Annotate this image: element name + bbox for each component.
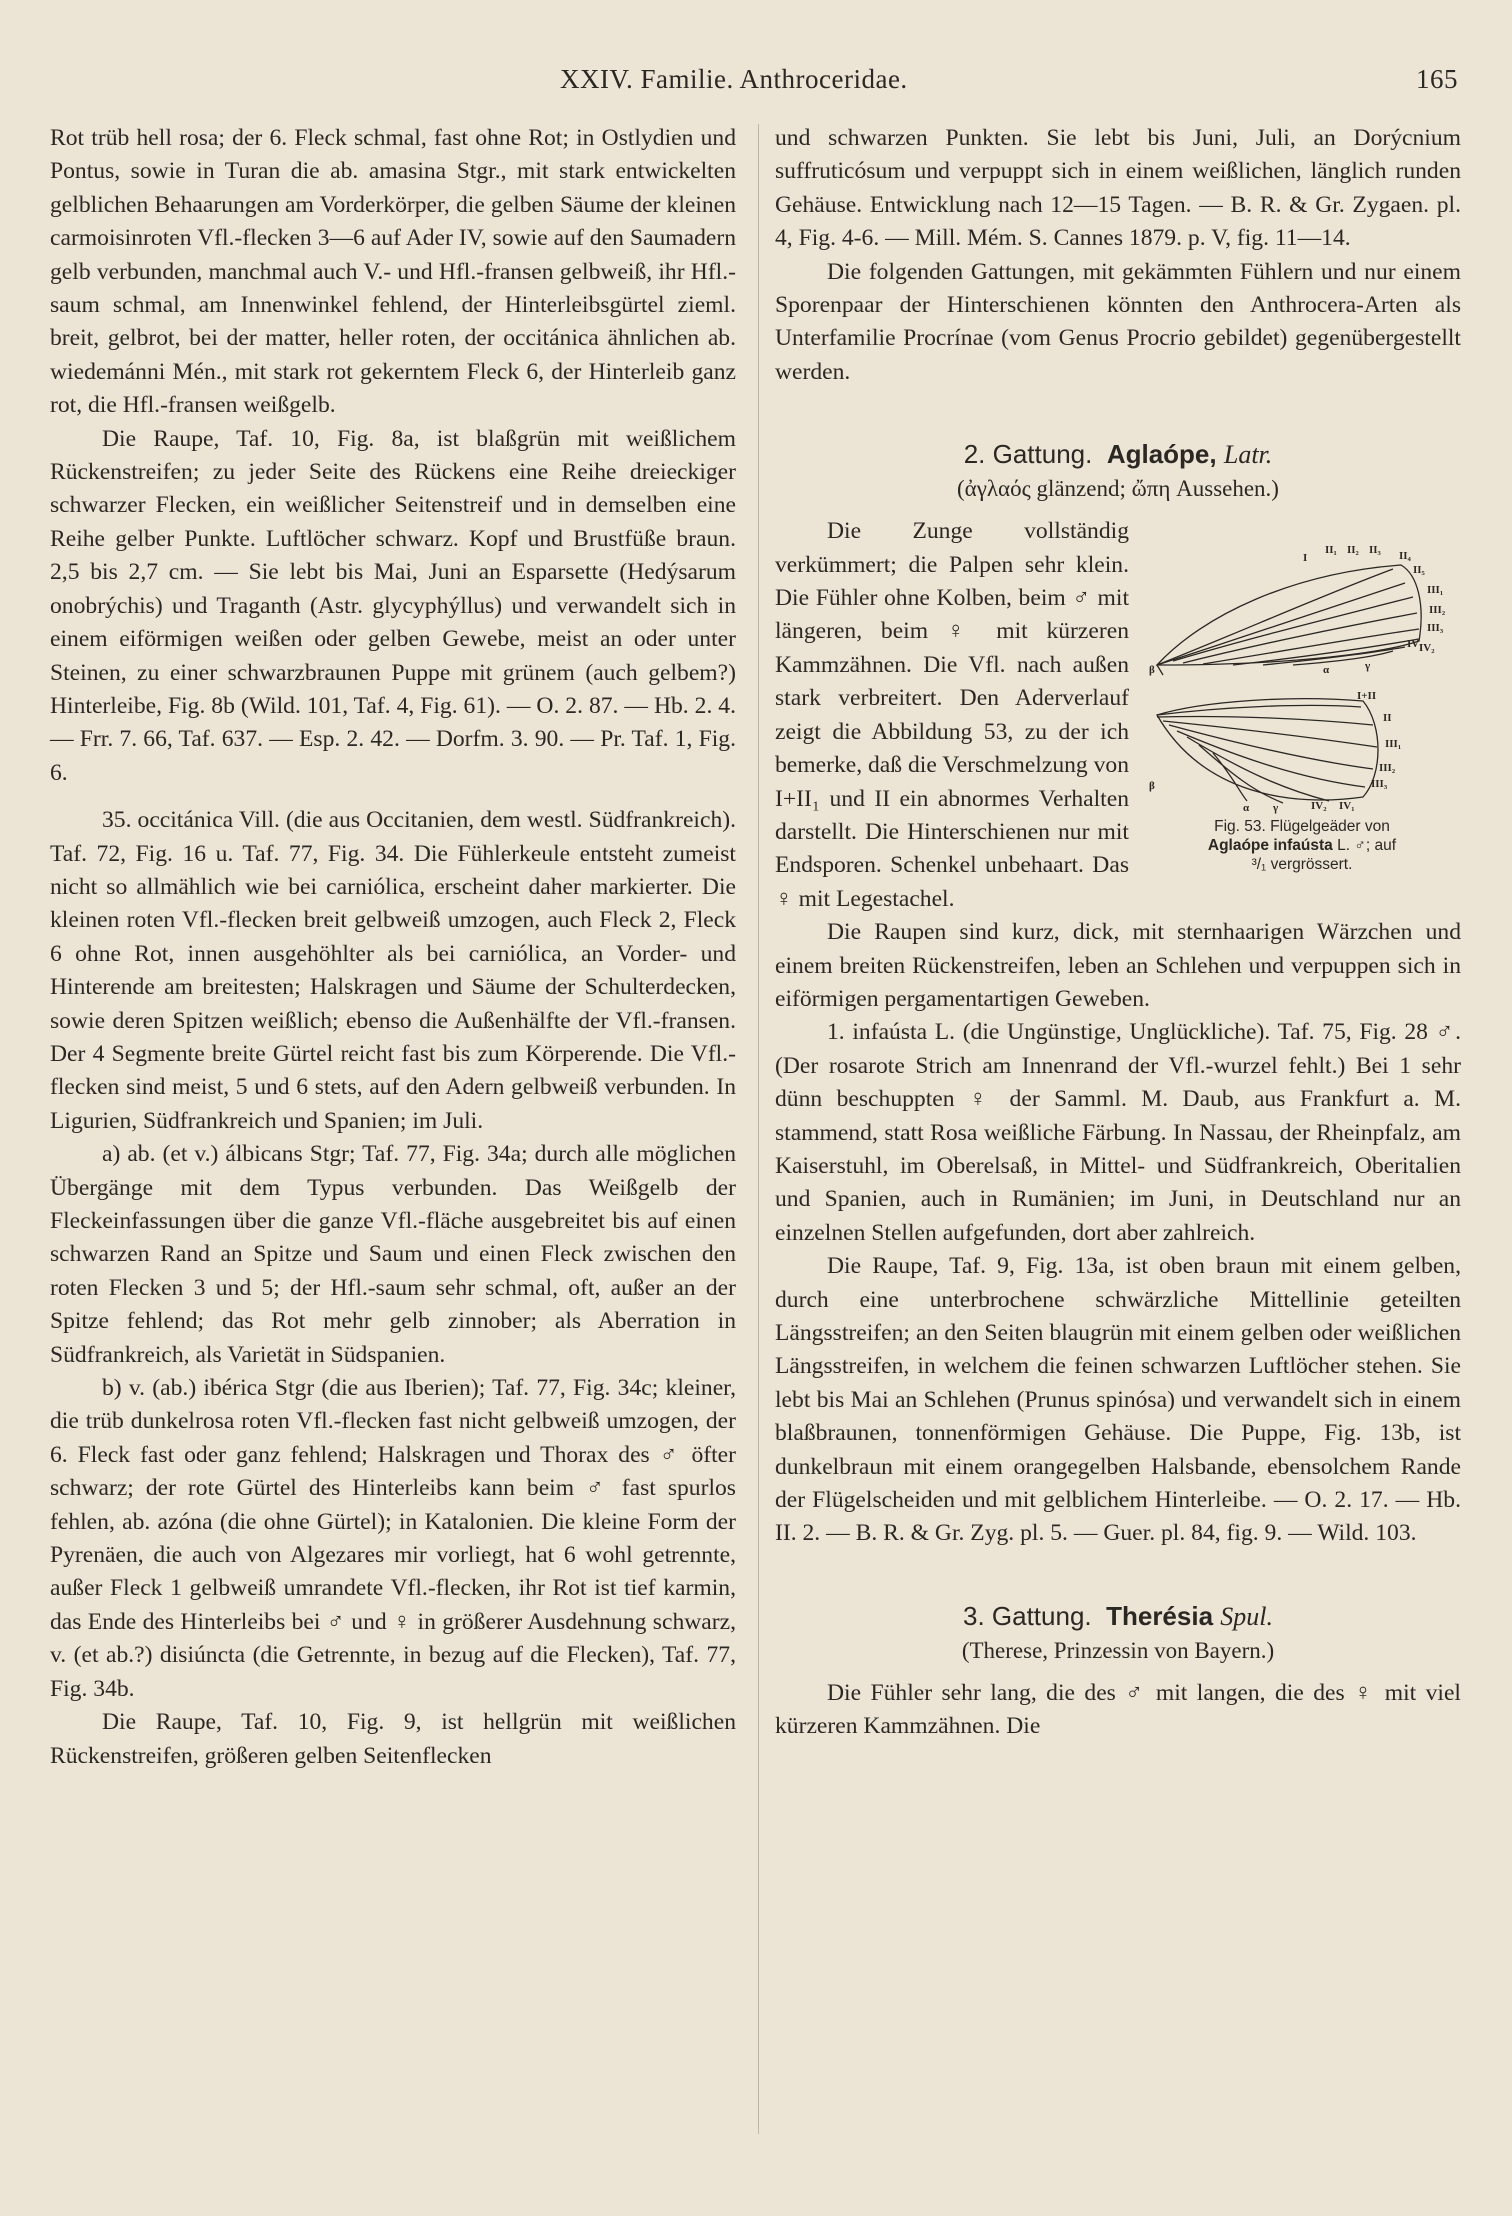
right-paragraph-2: Die folgenden Gattungen, mit gekämmten Fühlern und nur einem Sporenpaar der Hinterschienen könnten den Anthrocera-Arten als Unterfamilie Procrínae (vom Genus Procrio gebildet) gegenübergestellt werden. — [775, 258, 1461, 385]
vein-label-II2: II₂ — [1347, 544, 1359, 557]
vein-label-IV2-hw: IV₂ — [1311, 800, 1327, 813]
vein-label-II1: II₁ — [1325, 544, 1337, 557]
vein-label-II-hw: II — [1383, 712, 1392, 725]
genus-author: Latr. — [1223, 440, 1273, 470]
vein-label-alpha-fw: α — [1323, 664, 1330, 677]
vein-label-IV2: IV₂ — [1419, 642, 1435, 655]
page-number: 165 — [1416, 64, 1458, 94]
running-head — [0, 64, 1512, 104]
genus-number: 3. Gattung. — [962, 1600, 1092, 1631]
vein-label-beta-hw: β — [1149, 780, 1155, 793]
caption-species: Aglaópe infaústa — [1207, 837, 1333, 855]
left-paragraph-1: Rot trüb hell rosa; der 6. Fleck schmal, fast ohne Rot; in Ostlydien und Pontus, sowie in Turan die ab. amasina Stgr., mit stark entwickelten gelblichen Behaarungen am Vorderkörper, die gelben Säume der kleinen carmoisinroten Vfl.-flecken 3—6 auf Ader IV, sowie auf den Saumadern gelb verbunden, manchmal auch V.- und Hfl.-fransen gelbweiß, ihr Hfl.-saum schmal, am Innenwinkel fehlend, der Hinterleibsgürtel zieml. breit, gelbrot, bei der matter, heller roten, der occitánica ähnlichen ab. wiedemánni Mén., mit stark rot gekerntem Fleck 6, der Hinterleib ganz rot, die Hfl.-fransen weißgelb. — [50, 125, 736, 419]
left-column — [50, 122, 736, 1773]
genus-heading-aglaope — [775, 437, 1461, 472]
right-paragraph-aglaope-desc: Die Zunge vollständig verkümmert; die Palpen sehr klein. Die Fühler ohne Kolben, beim ♂ mit längeren, beim ♀ mit kürzeren Kammzähnen. Die Vfl. nach außen stark verbreitert. Den Aderverlauf zeigt die Abbildung 53, zu der ich bemerke, daß die Verschmelzung von I+II₁ und II ein abnormes Verhalten darstellt. Die Hinterschienen nur mit Endsporen. Schenkel unbehaart. Das ♀ mit Legestachel. — [775, 518, 1130, 912]
vein-label-alpha-hw: α — [1243, 802, 1250, 815]
genus-etymology: (Therese, Prinzessin von Bayern.) — [961, 1637, 1275, 1663]
left-paragraph-2: Die Raupe, Taf. 10, Fig. 8a, ist blaßgrün mit weißlichem Rückenstreifen; zu jeder Seite des Rückens eine Reihe dreieckiger schwarzer Flecken, ein weißlicher Seitenstreif und in demselben eine Reihe gelber Punkte. Luftlöcher schwarz. Kopf und Brustfüße braun. 2,5 bis 2,7 cm. — Sie lebt bis Mai, Juni an Esparsette (Hedýsarum onobrýchis) und Traganth (Astr. glycyphýllus) und verwandelt sich in einem eiförmigen weißen oder gelben Gewebe, meist an oder unter Steinen, zu einer schwarzbraunen Puppe mit grünem (auch gelbem?) Hinterleibe, Fig. 8b (Wild. 101, Taf. 4, Fig. 61). — O. 2. 87. — Hb. 2. 4. — Frr. 7. 66, Taf. 637. — Esp. 2. 42. — Dorfm. 3. 90. — Pr. Taf. 1, Fig. 6. — [50, 425, 736, 786]
left-paragraph-iberica: b) v. (ab.) ibérica Stgr (die aus Iberien); Taf. 77, Fig. 34c; kleiner, die trüb dunkelrosa roten Vfl.-flecken fast nicht gelbweiß umzogen, der 6. Fleck fast oder ganz fehlend; Halskragen und Thorax des ♂ öfter schwarz; der rote Gürtel des Hinterleibs kann beim ♂ fast spurlos fehlen, ab. azóna (die ohne Gürtel); in Katalonien. Die kleine Form der Pyrenäen, die auch von Algezares mir vorliegt, hat 6 wohl getrennte, außer Fleck 1 gelbweiß umrandete Vfl.-flecken, ihr Rot ist tief karmin, das Ende des Hinterleibs bei ♂ und ♀ in größerer Ausdehnung schwarz, v. (et ab.?) disiúncta (die Getrennte, in bezug auf die Flecken), Taf. 77, Fig. 34b. — [50, 1375, 736, 1702]
vein-label-beta-fw: β — [1149, 664, 1155, 677]
vein-label-IV1-hw: IV₁ — [1339, 800, 1355, 813]
figure-caption — [1143, 817, 1461, 874]
vein-label-III1-hw: III₁ — [1385, 738, 1402, 751]
right-paragraph-infausta: 1. infaústa L. (die Ungünstige, Unglückliche). Taf. 75, Fig. 28 ♂. (Der rosarote Strich am Innenrand der Vfl.-wurzel fehlt.) Bei 1 sehr dünn beschuppten ♀ der Samml. M. Daub, aus Frankfurt a. M. stammend, statt Rosa weißliche Färbung. In Nassau, der Rheinpfalz, am Kaiserstuhl, im Oberelsaß, in Mittel- und Südfrankreich, Oberitalien und Spanien, auch in Rumänien; im Juni, in Deutschland nur an einzelnen Stellen aufgefunden, dort aber zahlreich. — [775, 1019, 1461, 1246]
running-head-title: XXIV. Familie. Anthroceridae. — [560, 64, 908, 94]
vein-label-IV1: IV₁ — [1407, 638, 1423, 651]
genus-etymology: (ἀγλαός glänzend; ὤπη Aussehen.) — [957, 476, 1279, 502]
vein-label-gamma-hw: γ — [1273, 802, 1279, 815]
right-column — [775, 122, 1461, 1744]
left-paragraph-raupe: Die Raupe, Taf. 10, Fig. 9, ist hellgrün mit weißlichen Rückenstreifen, größeren gelben Seitenflecken — [50, 1709, 736, 1769]
genus-author: Spul. — [1220, 1601, 1274, 1631]
genus-name: Therésia — [1106, 1600, 1214, 1631]
vein-label-II4: II₄ — [1399, 550, 1411, 563]
vein-label-III3-hw: III₃ — [1371, 778, 1388, 791]
right-paragraph-1: und schwarzen Punkten. Sie lebt bis Juni, Juli, an Dorýcnium suffruticósum und verpuppt sich in einem weißlichen, länglich runden Gehäuse. Entwicklung nach 12—15 Tagen. — B. R. & Gr. Zygaen. pl. 4, Fig. 4-6. — Mill. Mém. S. Cannes 1879. p. V, fig. 11—14. — [775, 125, 1461, 252]
vein-label-I+II-hw: I+II — [1357, 690, 1377, 703]
vein-label-gamma-fw: γ — [1365, 660, 1371, 673]
column-divider — [758, 124, 759, 2134]
genus-name: Aglaópe, — [1106, 439, 1217, 470]
forewing-outline — [1157, 565, 1421, 675]
vein-label-III3: III₃ — [1427, 622, 1444, 635]
left-paragraph-occitanica: 35. occitánica Vill. (die aus Occitanien, dem westl. Südfrankreich). Taf. 72, Fig. 16 u. Taf. 77, Fig. 34. Die Fühlerkeule entsteht zumeist nicht so allmählich wie bei carniólica, erscheint daher markierter. Die kleinen roten Vfl.-flecken breit gelbweiß umzogen, auch Fleck 2, Fleck 6 ohne Rot, innen ausgehöhlter als bei carniólica, an Vorder- und Hinterende am breitesten; Halskragen und Säume der Schulterdecken, sowie deren Spitzen weißlich; ebenso die Außenhälfte der Vfl.-fransen. Der 4 Segmente breite Gürtel reicht fast bis zum Körperende. Die Vfl.-flecken sind meist, 5 und 6 stets, auf den Adern gelbweiß verbunden. In Ligurien, Südfrankreich und Spanien; im Juli. — [50, 807, 736, 1134]
vein-label-III1: III₁ — [1427, 584, 1444, 597]
hindwing-outline — [1157, 699, 1378, 803]
vein-label-III2: III₂ — [1429, 604, 1446, 617]
right-paragraph-raupe-infausta: Die Raupe, Taf. 9, Fig. 13a, ist oben braun mit einem gelben, durch eine unterbrochene schwärzliche Mittellinie geteilten Längsstreifen; an den Seiten blaugrün mit einem gelben oder weißlichen Längsstreifen, in welchem die feinen schwarzen Luftlöcher stehen. Sie lebt bis Mai an Schlehen (Prunus spinósa) und verwandelt sich in einem blaßbraunen, tonnenförmigen Gehäuse. Die Puppe, Fig. 13b, ist dunkelbraun mit einem orangegelben Halsbande, ebensolchem Rande der Flügelscheiden und mit gelblichem Hinterleibe. — O. 2. 17. — Hb. II. 2. — B. R. & Gr. Zyg. pl. 5. — Guer. pl. 84, fig. 9. — Wild. 103. — [775, 1253, 1461, 1547]
right-paragraph-theresia: Die Fühler sehr lang, die des ♂ mit langen, die des ♀ mit viel kürzeren Kammzähnen. Die — [775, 1679, 1461, 1740]
caption-line-3: ³/₁ vergrössert. — [1251, 856, 1353, 874]
caption-author: L. ♂; auf — [1337, 837, 1397, 855]
genus-number: 2. Gattung. — [963, 439, 1093, 470]
genus-heading-theresia — [775, 1599, 1461, 1634]
right-paragraph-raupen: Die Raupen sind kurz, dick, mit sternhaarigen Wärzchen und einem breiten Rückenstreifen, leben an Schlehen und verpuppen sich in eiförmigen pergamentartigen Geweben. — [775, 919, 1461, 1012]
caption-line-1: Fig. 53. Flügelgeäder von — [1214, 818, 1390, 836]
vein-label-I: I — [1303, 552, 1308, 565]
left-paragraph-albicans: a) ab. (et v.) álbicans Stgr; Taf. 77, Fig. 34a; durch alle möglichen Übergänge mit dem Typus verbunden. Das Weißgelb der Fleckeinfassungen über die ganze Vfl.-fläche ausgebreitet bis auf einen schwarzen Rand an Spitze und Saum und einen Fleck zwischen den roten Flecken 3 und 5; der Hfl.-saum sehr schmal, oft, außer an der Spitze fehlend; das Rot mehr gelb zinnober; als Aberration in Südfrankreich, als Varietät in Südspanien. — [50, 1141, 736, 1368]
wing-venation-figure — [1143, 525, 1461, 874]
vein-label-II5: II₅ — [1413, 564, 1425, 577]
wing-venation-drawing — [1143, 525, 1461, 815]
vein-label-III2-hw: III₂ — [1379, 762, 1396, 775]
vein-label-II3: II₃ — [1369, 544, 1381, 557]
